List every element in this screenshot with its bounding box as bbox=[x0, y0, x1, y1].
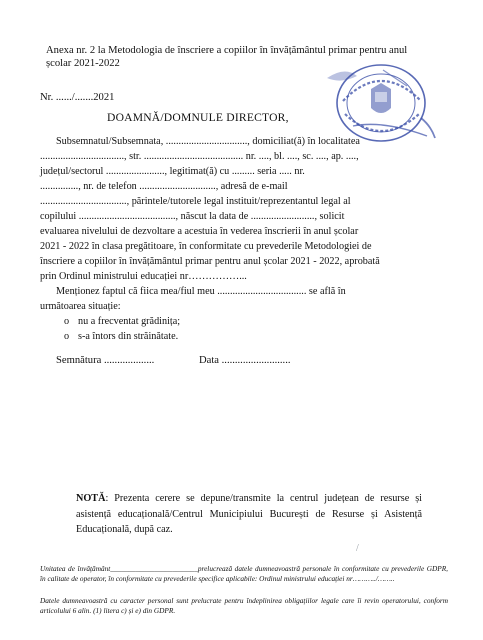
situation-option bbox=[64, 316, 180, 328]
gdpr-footer-2: Datele dumneavoastră cu caracter personal sunt prelucrate pentru îndeplinirea obligațiilor legale care îi revin operatorului, conform articolului 6 alin. (1) litera c) și e) din GDPR. bbox=[40, 596, 448, 615]
situation-option bbox=[64, 331, 178, 343]
nota-paragraph bbox=[76, 491, 422, 538]
nota-text: : Prezenta cerere se depune/transmite la centrul județean de resurse și asistență educațională/Centrul Municipiului București de Resurse și Asistență Educațională, după caz. bbox=[76, 493, 422, 535]
body-line: copilului ......................................, născut la data de ........................., solicit bbox=[40, 211, 345, 222]
annex-header: Anexa nr. 2 la Metodologia de înscriere a copiilor în învățământul primar pentru anul școlar 2021-2022 bbox=[46, 45, 408, 69]
body-line: .................................., părintele/tutorele legal instituit/reprezentantul legal al bbox=[40, 196, 351, 207]
signature-field: Semnătura ................... bbox=[56, 355, 155, 366]
date-field: Data .......................... bbox=[199, 355, 291, 366]
body-line: ................................., str. ....................................... nr. ...., bl. ...., sc. ...., ap. ...., bbox=[40, 151, 359, 162]
body-line: Subsemnatul/Subsemnata, ................................, domiciliat(ă) în localitatea bbox=[56, 136, 360, 147]
body-line: ..............., nr. de telefon .............................., adresă de e-mail bbox=[40, 181, 288, 192]
option-bullet: o bbox=[64, 331, 70, 342]
option-text: s-a întors din străinătate. bbox=[78, 331, 179, 342]
registration-number: Nr. ....../.......2021 bbox=[40, 92, 115, 103]
body-line: 2021 - 2022 în clasa pregătitoare, în conformitate cu prevederile Metodologiei de bbox=[40, 241, 372, 252]
body-line: județul/sectorul ......................., legitimat(ă) cu ......... seria ..... nr. bbox=[40, 166, 305, 177]
page-title: DOAMNĂ/DOMNULE DIRECTOR, bbox=[107, 111, 289, 124]
body-line: Menționez faptul că fiica mea/fiul meu ................................... se află în bbox=[56, 286, 346, 297]
nota-label: NOTĂ bbox=[76, 493, 106, 504]
option-text: nu a frecventat grădinița; bbox=[78, 316, 181, 327]
gdpr-footer-1: Unitatea de învățământ________________________prelucrează datele dumneavoastră personale în conformitate cu prevederile GDPR, în calitate de operator, în conformitate cu prevederile specifice aplicabile: Ordinul ministrului educației nr………../…….. bbox=[40, 564, 448, 583]
scan-mark: / bbox=[356, 543, 359, 554]
body-line: prin Ordinul ministrului educației nr……………... bbox=[40, 271, 247, 282]
option-bullet: o bbox=[64, 316, 70, 327]
body-line: evaluarea nivelului de dezvoltare a acestuia în vederea înscrierii în anul școlar bbox=[40, 226, 359, 237]
body-line: înscriere a copiilor în învățământul primar pentru anul școlar 2021 - 2022, aprobată bbox=[40, 256, 380, 267]
body-line: următoarea situație: bbox=[40, 301, 121, 312]
